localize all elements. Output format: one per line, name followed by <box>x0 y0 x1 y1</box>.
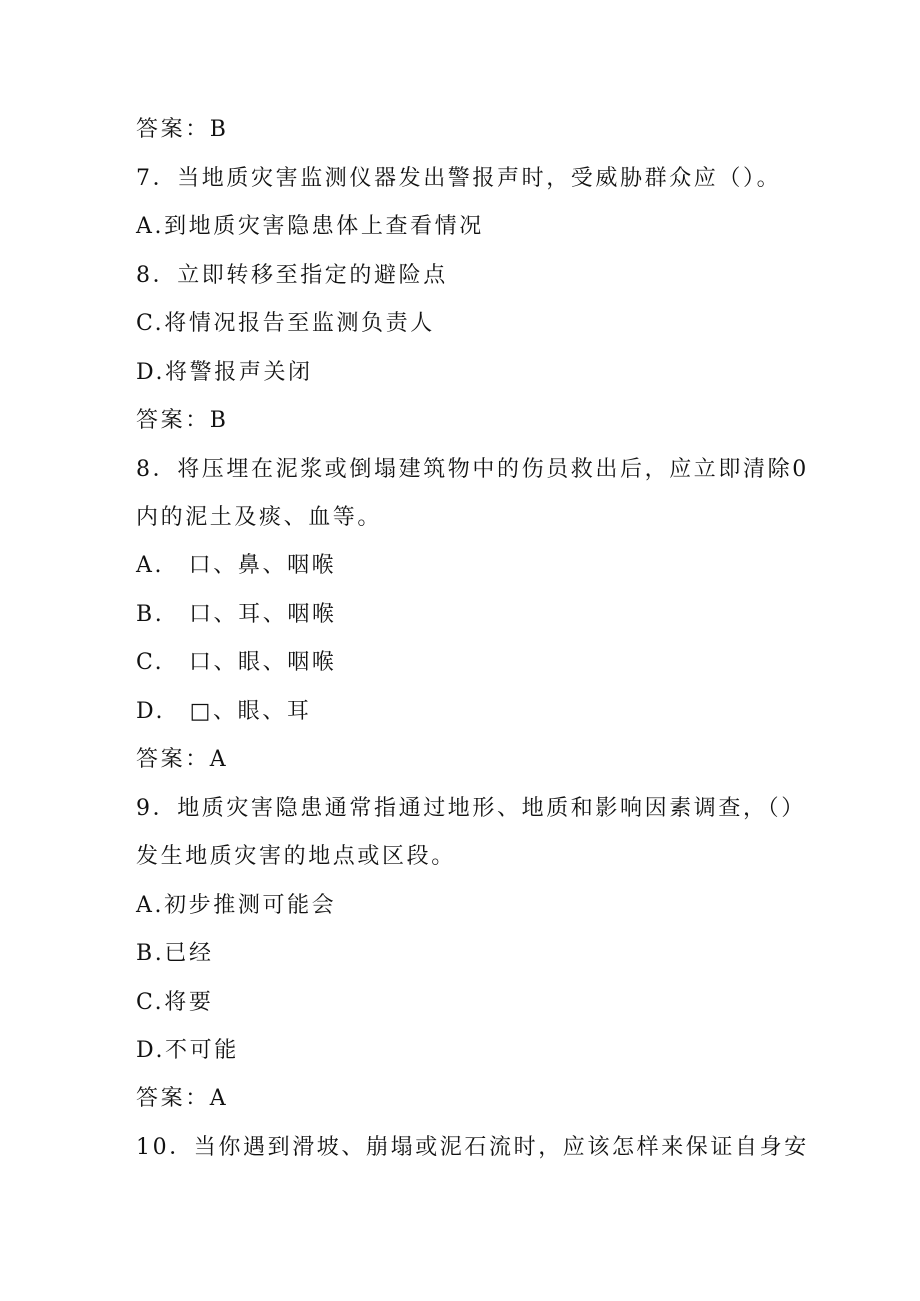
option-line: D.将警报声关闭 <box>136 360 313 385</box>
option-line: A. 口、鼻、咽喉 <box>136 553 337 578</box>
option-line: B. 口、耳、咽喉 <box>136 602 337 627</box>
option-line: C.将要 <box>136 990 214 1015</box>
question-9-continued: 发生地质灾害的地点或区段。 <box>136 844 456 869</box>
option-line: C. 口、眼、咽喉 <box>136 650 337 675</box>
question-8-continued: 内的泥土及痰、血等。 <box>136 505 383 530</box>
answer-line: 答案：B <box>136 117 229 142</box>
answer-line: 答案：B <box>136 408 229 433</box>
answer-line: 答案：A <box>136 747 229 772</box>
question-8: 8．将压埋在泥浆或倒塌建筑物中的伤员救出后，应立即清除0 <box>136 457 809 482</box>
option-line: C.将情况报告至监测负责人 <box>136 311 435 336</box>
option-line: A.初步推测可能会 <box>136 893 337 918</box>
answer-line: 答案：A <box>136 1086 229 1111</box>
question-9: 9．地质灾害隐患通常指通过地形、地质和影响因素调查，（） <box>136 796 806 821</box>
option-line: 8．立即转移至指定的避险点 <box>136 263 448 288</box>
option-line: A.到地质灾害隐患体上查看情况 <box>136 214 484 239</box>
option-line: B.已经 <box>136 941 214 966</box>
question-10: 10．当你遇到滑坡、崩塌或泥石流时，应该怎样来保证自身安 <box>136 1135 809 1160</box>
question-7: 7．当地质灾害监测仪器发出警报声时，受威胁群众应（）。 <box>136 166 782 191</box>
option-line: D.不可能 <box>136 1038 239 1063</box>
option-line: D. □、眼、耳 <box>136 699 312 724</box>
